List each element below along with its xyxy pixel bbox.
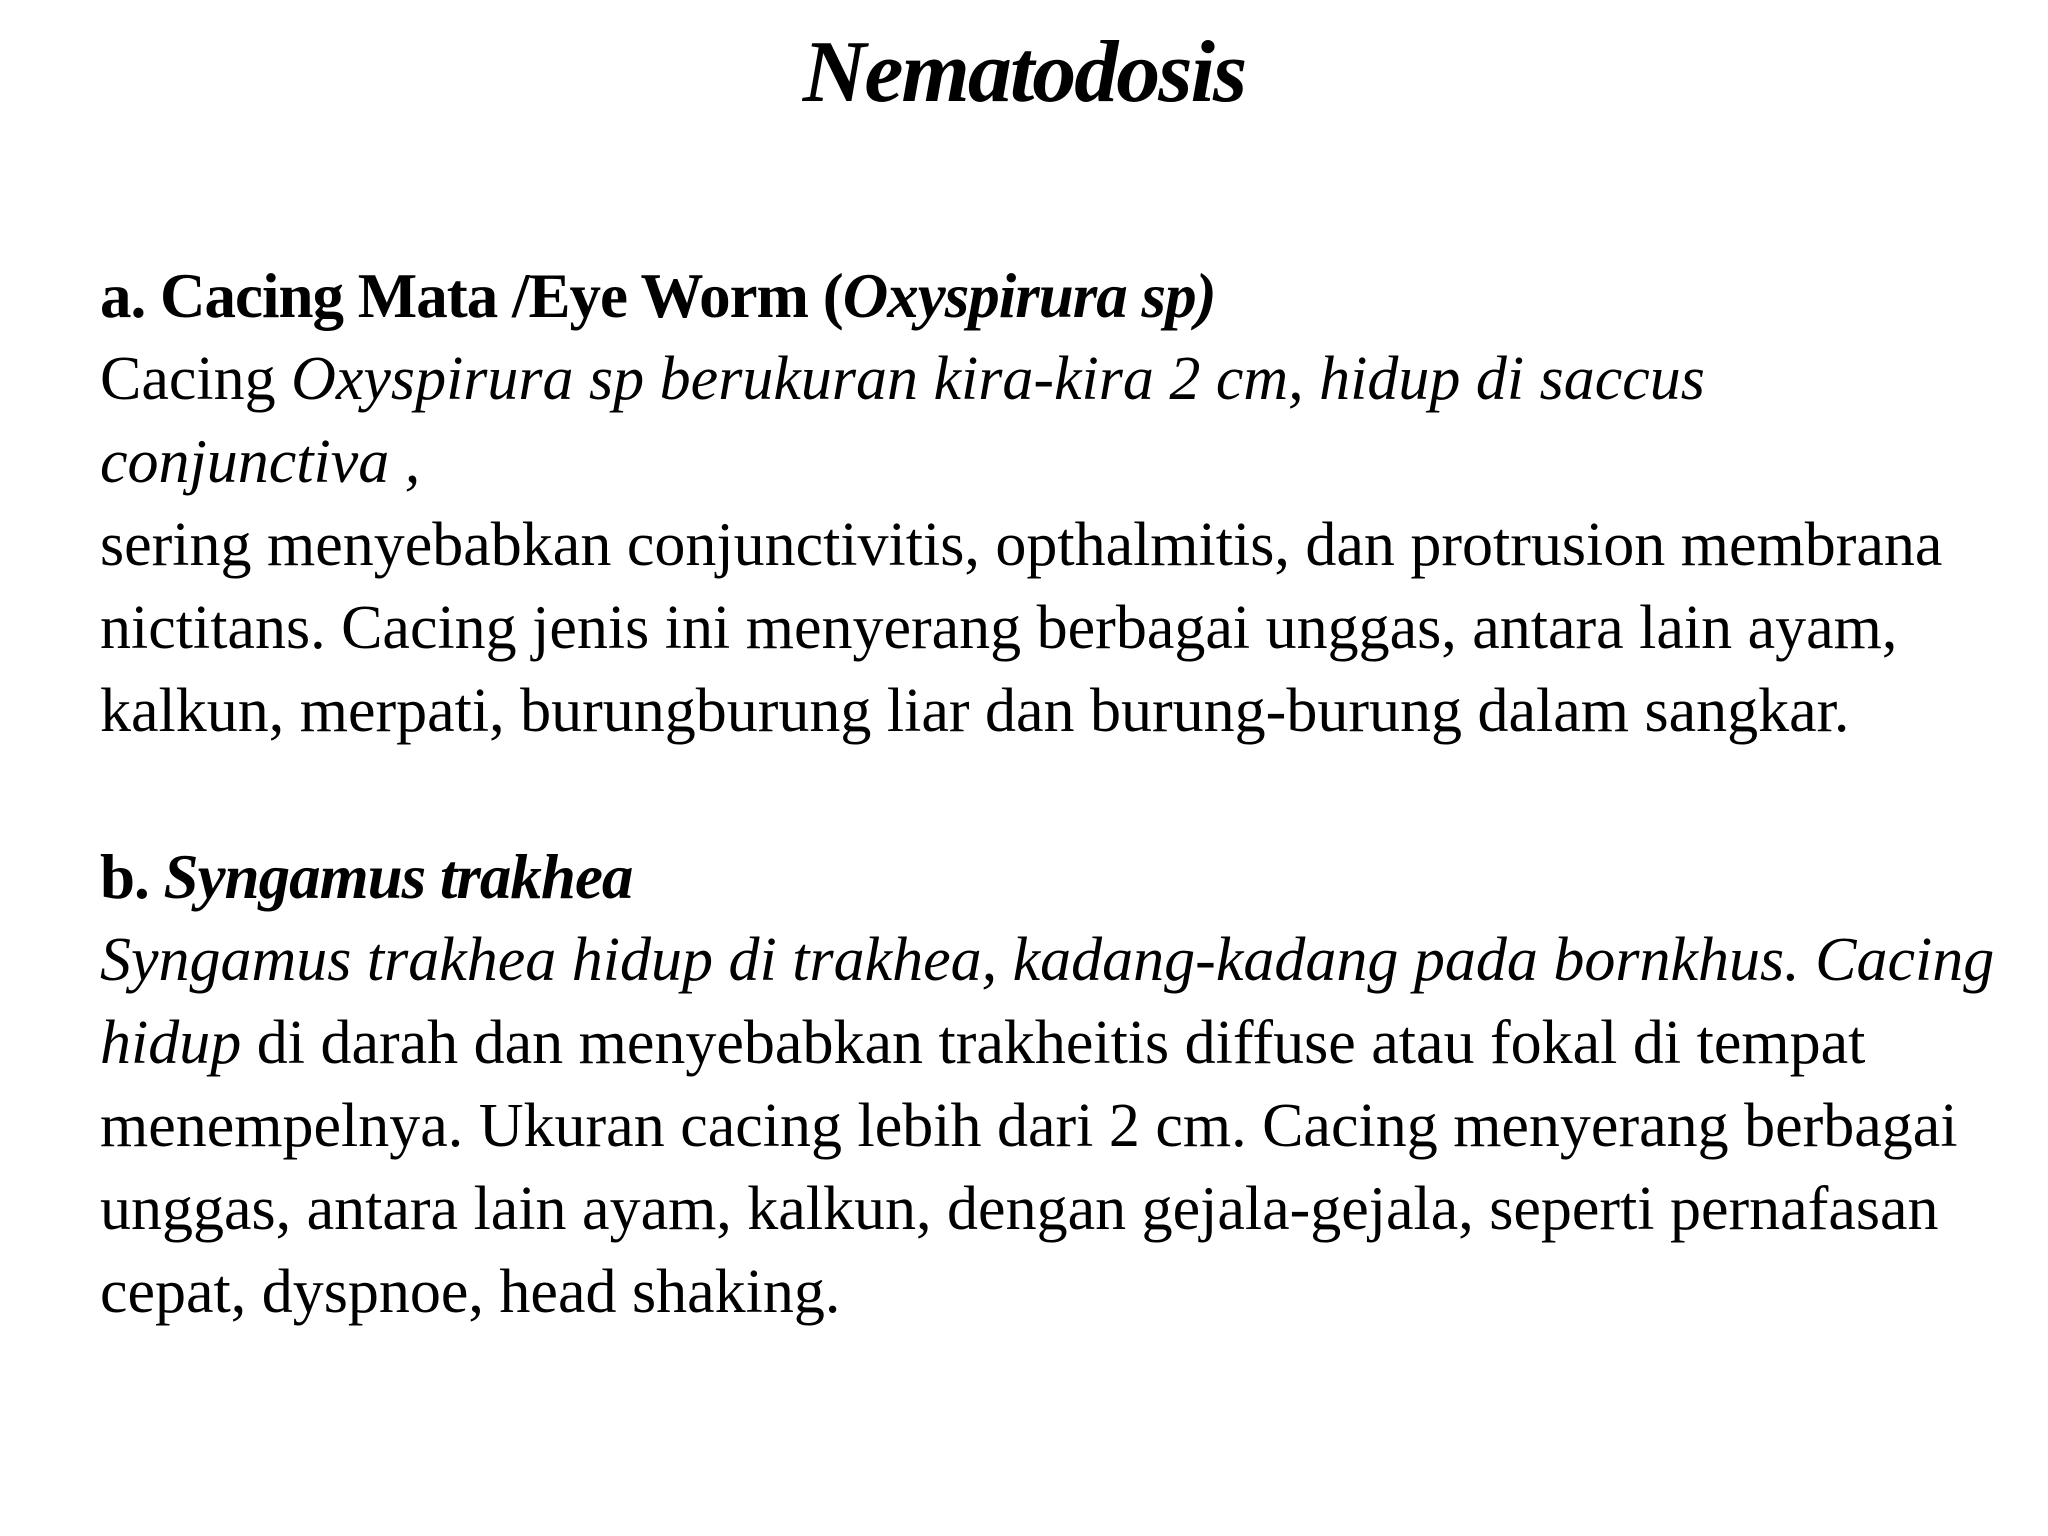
description-plain: Cacing bbox=[100, 345, 292, 413]
heading-species: Syngamus trakhea bbox=[163, 842, 633, 912]
section-spacer bbox=[100, 753, 2000, 836]
description-plain: di darah dan menyebabkan trakheitis diffuse atau fokal di tempat menempelnya. Ukuran cacing lebih dari 2 cm. Cacing menyerang berbagai unggas, antara lain ayam, kalkun, dengan gejala-gejala, seperti pernafasan cepat, dyspnoe, head shaking. bbox=[100, 1009, 1958, 1326]
section-syngamus bbox=[100, 836, 2000, 1334]
section-heading bbox=[100, 836, 2000, 919]
section-description bbox=[100, 338, 2000, 504]
slide-title: Nematodosis bbox=[802, 24, 1246, 121]
slide-content bbox=[100, 255, 2000, 1334]
section-heading bbox=[100, 255, 2000, 338]
heading-prefix: b. bbox=[100, 842, 164, 912]
section-description bbox=[100, 919, 2000, 1334]
description-italic: Syngamus trakhea hidup di trakhea, kadang-kadang pada bornkhus. Cacing hidup bbox=[100, 926, 1995, 1077]
heading-prefix: a. Cacing Mata /Eye Worm ( bbox=[100, 261, 843, 331]
section-detail: sering menyebabkan conjunctivitis, opthalmitis, dan protrusion membrana nictitans. Cacing jenis ini menyerang berbagai unggas, antara lain ayam, kalkun, merpati, burungburung liar dan burung-burung dalam sangkar. bbox=[100, 511, 1943, 745]
section-eye-worm bbox=[100, 255, 2000, 753]
description-italic: Oxyspirura sp berukuran kira-kira 2 cm, hidup di saccus conjunctiva , bbox=[100, 345, 1705, 496]
heading-species: Oxyspirura sp) bbox=[842, 261, 1216, 331]
